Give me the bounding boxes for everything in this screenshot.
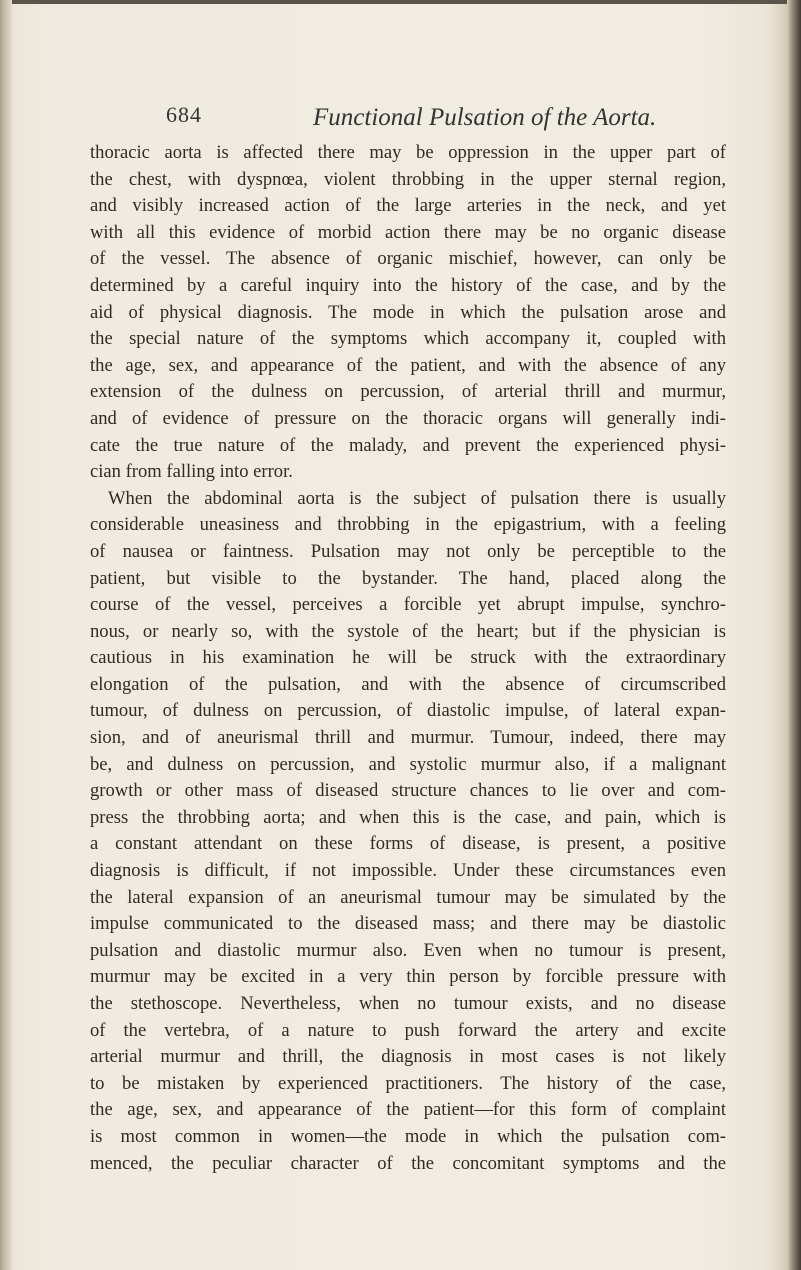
page-top-edge <box>0 0 801 4</box>
text-line: course of the vessel, perceives a forcible yet abrupt impulse, synchro- <box>90 594 726 616</box>
text-line: growth or other mass of diseased structure chances to lie over and com- <box>90 780 726 802</box>
page-right-edge-shadow <box>787 0 801 1270</box>
text-line: cautious in his examination he will be struck with the extraordinary <box>90 647 726 669</box>
text-line: the chest, with dyspnœa, violent throbbing in the upper sternal region, <box>90 168 726 190</box>
text-line: diagnosis is difficult, if not impossible. Under these circumstances even <box>90 860 726 882</box>
text-line: be, and dulness on percussion, and systolic murmur also, if a malignant <box>90 753 726 775</box>
text-line: considerable uneasiness and throbbing in the epigastrium, with a feeling <box>90 514 726 536</box>
text-line: cate the true nature of the malady, and prevent the experienced physi- <box>90 434 726 456</box>
text-line: menced, the peculiar character of the concomitant symptoms and the <box>90 1152 726 1174</box>
text-line: elongation of the pulsation, and with the absence of circumscribed <box>90 673 726 695</box>
body-text <box>90 140 726 1177</box>
running-head: Functional Pulsation of the Aorta. <box>313 104 657 131</box>
paragraph-1 <box>90 140 726 486</box>
text-line: thoracic aorta is affected there may be oppression in the upper part of <box>90 142 726 163</box>
text-line: and of evidence of pressure on the thoracic organs will generally indi- <box>90 407 726 429</box>
text-line: of nausea or faintness. Pulsation may not only be perceptible to the <box>90 540 726 562</box>
text-line: impulse communicated to the diseased mass; and there may be diastolic <box>90 913 726 935</box>
text-line: extension of the dulness on percussion, of arterial thrill and murmur, <box>90 381 726 403</box>
text-line: with all this evidence of morbid action there may be no organic disease <box>90 221 726 243</box>
page-number: 684 <box>166 102 202 127</box>
page-gutter-shadow <box>0 0 12 1270</box>
text-line: a constant attendant on these forms of disease, is present, a positive <box>90 833 726 855</box>
text-line: the age, sex, and appearance of the patient, and with the absence of any <box>90 354 726 376</box>
text-line: the age, sex, and appearance of the patient—for this form of complaint <box>90 1099 726 1121</box>
text-line: pulsation and diastolic murmur also. Even when no tumour is present, <box>90 939 726 961</box>
text-line: and visibly increased action of the large arteries in the neck, and yet <box>90 195 726 217</box>
paragraph-2 <box>90 486 726 1177</box>
text-line: press the throbbing aorta; and when this is the case, and pain, which is <box>90 806 726 828</box>
text-line: tumour, of dulness on percussion, of diastolic impulse, of lateral expan- <box>90 700 726 722</box>
page-header <box>0 92 801 142</box>
text-line: of the vessel. The absence of organic mischief, however, can only be <box>90 248 726 270</box>
text-line: arterial murmur and thrill, the diagnosis in most cases is not likely <box>90 1046 726 1068</box>
text-line: nous, or nearly so, with the systole of the heart; but if the physician is <box>90 620 726 642</box>
text-line: of the vertebra, of a nature to push forward the artery and excite <box>90 1019 726 1041</box>
text-line: the stethoscope. Nevertheless, when no tumour exists, and no disease <box>90 993 726 1014</box>
text-line: murmur may be excited in a very thin person by forcible pressure with <box>90 966 726 988</box>
text-line: determined by a careful inquiry into the history of the case, and by the <box>90 274 726 296</box>
text-line: the special nature of the symptoms which accompany it, coupled with <box>90 328 726 350</box>
text-line: to be mistaken by experienced practitioners. The history of the case, <box>90 1072 726 1094</box>
text-line: the lateral expansion of an aneurismal tumour may be simulated by the <box>90 886 726 908</box>
text-line: cian from falling into error. <box>90 461 293 483</box>
text-line: aid of physical diagnosis. The mode in which the pulsation arose and <box>90 301 726 323</box>
text-line: patient, but visible to the bystander. The hand, placed along the <box>90 567 726 589</box>
text-line: When the abdominal aorta is the subject of pulsation there is usually <box>108 487 726 509</box>
text-line: sion, and of aneurismal thrill and murmur. Tumour, indeed, there may <box>90 727 726 749</box>
text-line: is most common in women—the mode in which the pulsation com- <box>90 1125 726 1147</box>
